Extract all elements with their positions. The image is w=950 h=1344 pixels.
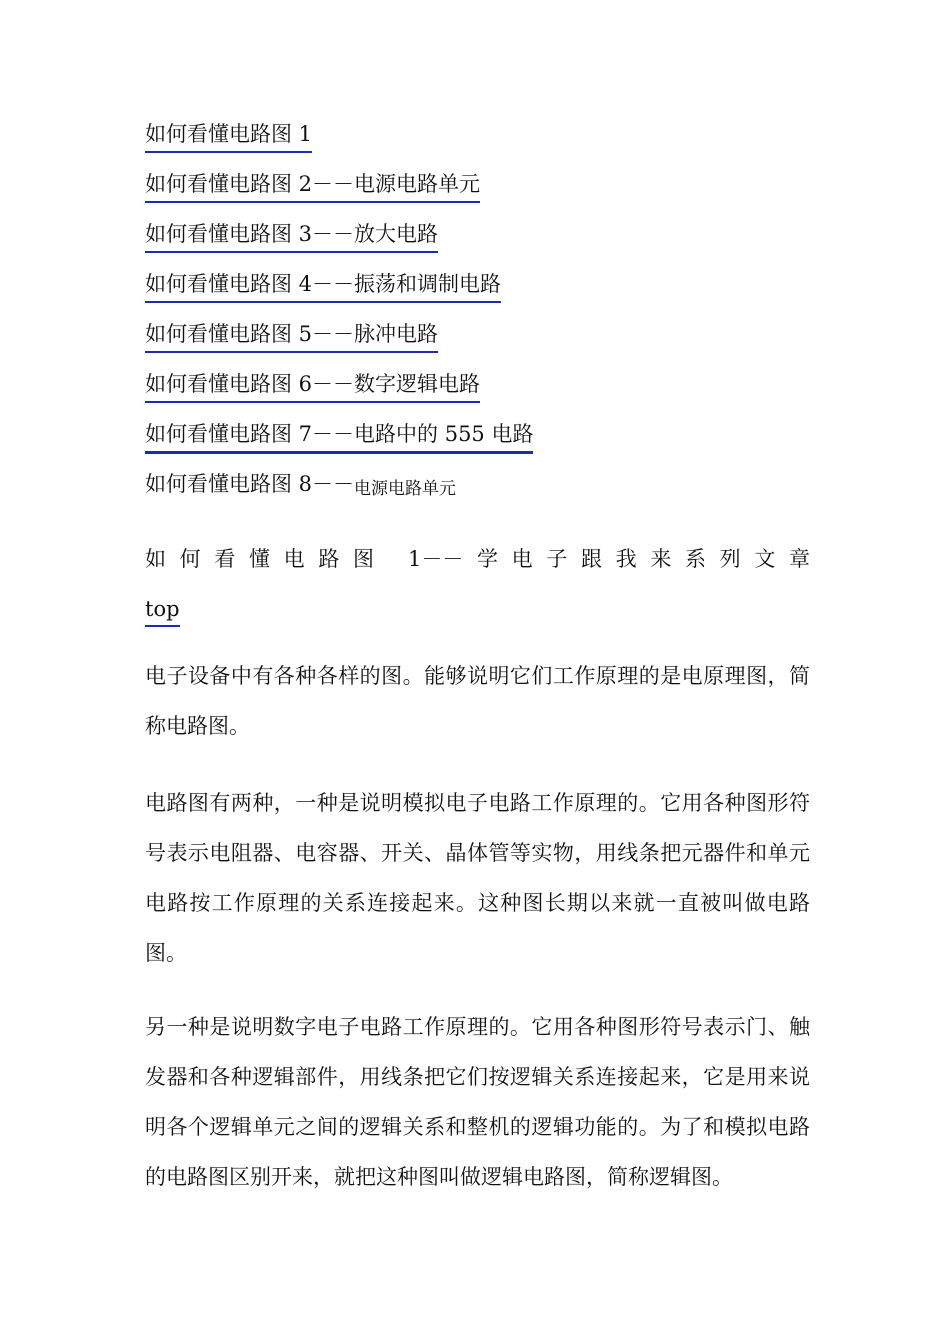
toc-link-1[interactable]: 如何看懂电路图 1 (145, 118, 312, 153)
paragraph-1: 电子设备中有各种各样的图。能够说明它们工作原理的是电原理图，简称电路图。 (145, 664, 810, 738)
toc-link-7[interactable]: 如何看懂电路图 7－－电路中的 555 电路 (145, 418, 533, 454)
toc-item-4[interactable] (145, 268, 501, 304)
toc-link-5[interactable]: 如何看懂电路图 5－－脉冲电路 (145, 318, 438, 353)
toc-item-7[interactable] (145, 418, 533, 454)
toc-item-6[interactable] (145, 368, 480, 404)
toc-link-2[interactable]: 如何看懂电路图 2－－电源电路单元 (145, 168, 480, 203)
toc-text-8: 如何看懂电路图 8－－ (145, 472, 355, 496)
toc-item-8 (145, 468, 456, 504)
toc-link-6[interactable]: 如何看懂电路图 6－－数字逻辑电路 (145, 368, 480, 403)
article-heading: 如何看懂电路图 1－－学电子跟我来系列文章 (145, 547, 810, 571)
top-link[interactable]: top (145, 593, 180, 627)
toc-text-8-suffix: 电源电路单元 (354, 479, 457, 499)
toc-item-3[interactable] (145, 218, 438, 254)
paragraph-2: 电路图有两种，一种是说明模拟电子电路工作原理的。它用各种图形符号表示电阻器、电容器、开关、晶体管等实物，用线条把元器件和单元电路按工作原理的关系连接起来。这种图长期以来就一直被叫做电路图。 (145, 791, 810, 965)
toc-link-4[interactable]: 如何看懂电路图 4－－振荡和调制电路 (145, 268, 501, 303)
toc-item-1[interactable] (145, 118, 312, 154)
toc-item-2[interactable] (145, 168, 480, 204)
toc-link-3[interactable]: 如何看懂电路图 3－－放大电路 (145, 218, 438, 253)
toc-item-5[interactable] (145, 318, 438, 354)
paragraph-3: 另一种是说明数字电子电路工作原理的。它用各种图形符号表示门、触发器和各种逻辑部件，用线条把它们按逻辑关系连接起来，它是用来说明各个逻辑单元之间的逻辑关系和整机的逻辑功能的。为了和模拟电路的电路图区别开来，就把这种图叫做逻辑电路图，简称逻辑图。 (145, 1015, 810, 1189)
